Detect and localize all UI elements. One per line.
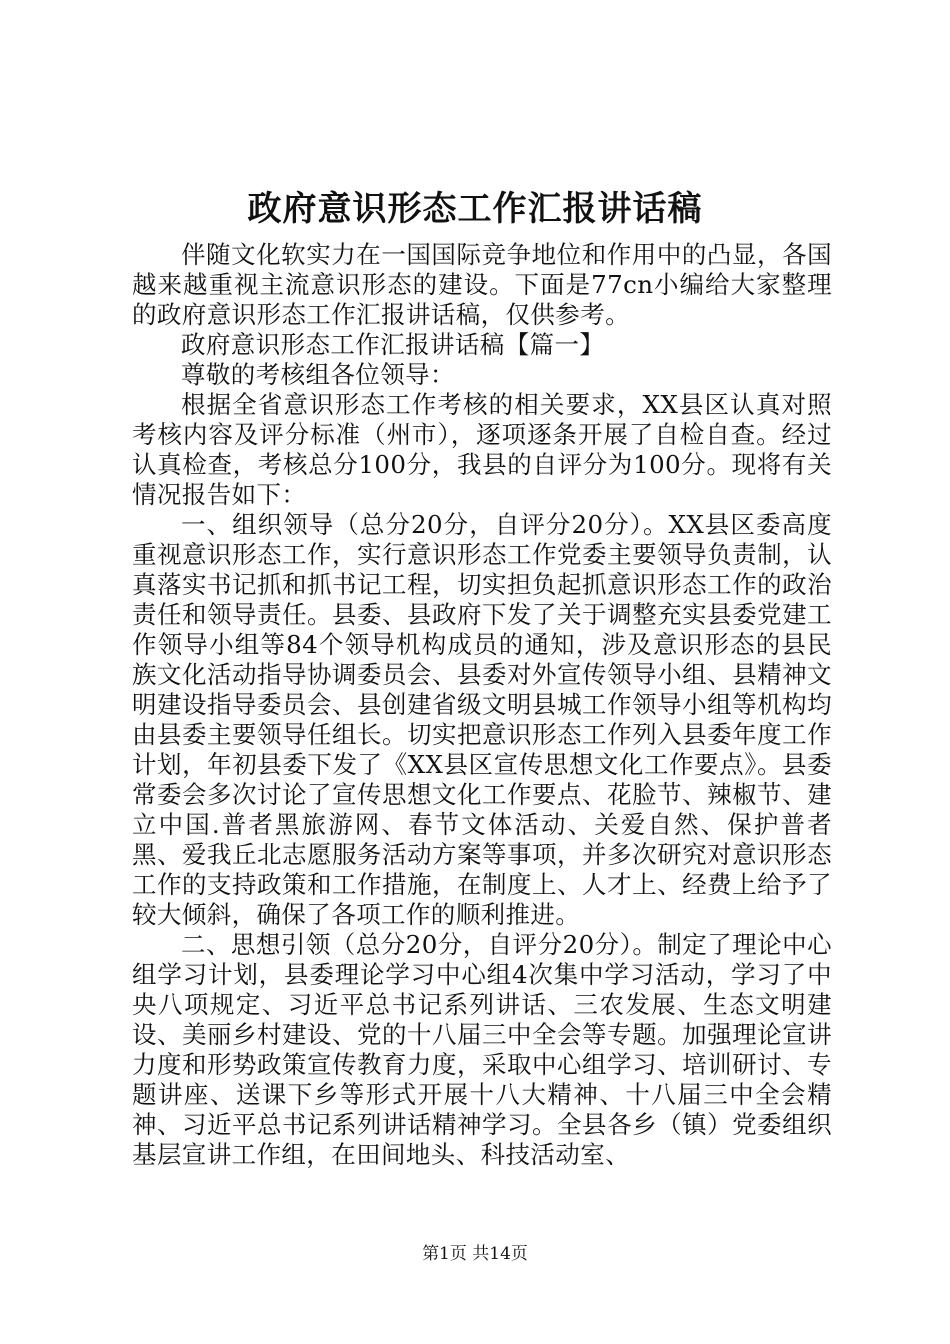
paragraph-overview: 根据全省意识形态工作考核的相关要求，XX县区认真对照考核内容及评分标准（州市），逐项逐条开展了自检自查。经过认真检查，考核总分100分，我县的自评分为100分。现将有关情况报告如下：	[132, 390, 832, 509]
document-title: 政府意识形态工作汇报讲话稿	[247, 189, 703, 229]
page-footer: 第1页 共14页	[422, 1244, 528, 1264]
document-body	[132, 240, 832, 1170]
paragraph-section-heading: 政府意识形态工作汇报讲话稿【篇一】	[181, 330, 605, 359]
paragraph-salutation: 尊敬的考核组各位领导：	[181, 360, 455, 389]
paragraph-intro: 伴随文化软实力在一国国际竞争地位和作用中的凸显，各国越来越重视主流意识形态的建设。下面是77cn小编给大家整理的政府意识形态工作汇报讲话稿，仅供参考。	[132, 240, 832, 329]
paragraph-organization-leadership: 一、组织领导（总分20分，自评分20分）。XX县区委高度重视意识形态工作，实行意识形态工作党委主要领导负责制，认真落实书记抓和抓书记工程，切实担负起抓意识形态工作的政治责任和领导责任。县委、县政府下发了关于调整充实县委党建工作领导小组等84个领导机构成员的通知，涉及意识形态的县民族文化活动指导协调委员会、县委对外宣传领导小组、县精神文明建设指导委员会、县创建省级文明县城工作领导小组等机构均由县委主要领导任组长。切实把意识形态工作列入县委年度工作计划，年初县委下发了《XX县区宣传思想文化工作要点》。县委常委会多次讨论了宣传思想文化工作要点、花脸节、辣椒节、建立中国.普者黑旅游网、春节文体活动、关爱自然、保护普者黑、爱我丘北志愿服务活动方案等事项，并多次研究对意识形态工作的支持政策和工作措施，在制度上、人才上、经费上给予了较大倾斜，确保了各项工作的顺利推进。	[132, 510, 832, 929]
paragraph-ideological-guidance: 二、思想引领（总分20分，自评分20分）。制定了理论中心组学习计划，县委理论学习中心组4次集中学习活动，学习了中央八项规定、习近平总书记系列讲话、三农发展、生态文明建设、美丽乡村建设、党的十八届三中全会等专题。加强理论宣讲力度和形势政策宣传教育力度，采取中心组学习、培训研讨、专题讲座、送课下乡等形式开展十八大精神、十八届三中全会精神、习近平总书记系列讲话精神学习。全县各乡（镇）党委组织基层宣讲工作组，在田间地头、科技活动室、	[132, 930, 832, 1169]
